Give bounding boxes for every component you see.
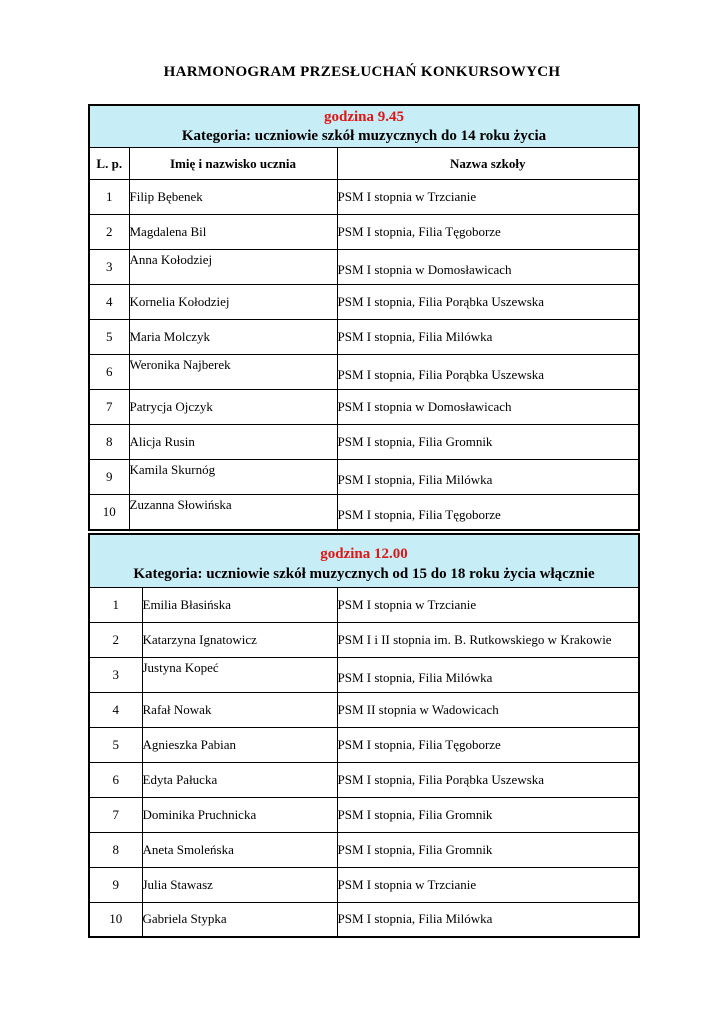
school-name-cell: PSM I stopnia w Domosławicach	[337, 250, 639, 285]
table-row	[89, 622, 639, 657]
student-name-cell: Alicja Rusin	[129, 425, 337, 460]
table-row	[89, 657, 639, 692]
school-name-cell: PSM I stopnia, Filia Porąbka Uszewska	[337, 762, 639, 797]
school-name-cell: PSM I stopnia, Filia Porąbka Uszewska	[337, 355, 639, 390]
school-name-cell: PSM I stopnia, Filia Gromnik	[337, 797, 639, 832]
schedule-tables	[88, 104, 638, 938]
student-name-cell: Rafał Nowak	[142, 692, 337, 727]
school-name-cell: PSM I stopnia w Trzcianie	[337, 587, 639, 622]
schedule-section-table	[88, 104, 640, 531]
school-name-cell: PSM I stopnia, Filia Milówka	[337, 902, 639, 937]
row-number-cell: 2	[89, 215, 129, 250]
row-number-cell: 6	[89, 762, 142, 797]
column-header-school: Nazwa szkoły	[337, 148, 639, 180]
section-header-row	[89, 534, 639, 588]
row-number-cell: 8	[89, 832, 142, 867]
student-name-cell: Aneta Smoleńska	[142, 832, 337, 867]
row-number-cell: 4	[89, 285, 129, 320]
row-number-cell: 8	[89, 425, 129, 460]
school-name-cell: PSM I stopnia, Filia Milówka	[337, 657, 639, 692]
school-name-cell: PSM I i II stopnia im. B. Rutkowskiego w Krakowie	[337, 622, 639, 657]
school-name-cell: PSM I stopnia w Trzcianie	[337, 180, 639, 215]
table-row	[89, 902, 639, 937]
table-row	[89, 390, 639, 425]
school-name-cell: PSM II stopnia w Wadowicach	[337, 692, 639, 727]
table-row	[89, 180, 639, 215]
section-category: Kategoria: uczniowie szkół muzycznych od 15 do 18 roku życia włącznie	[133, 565, 595, 582]
school-name-cell: PSM I stopnia, Filia Gromnik	[337, 425, 639, 460]
section-time: godzina 12.00	[320, 545, 408, 562]
table-row	[89, 867, 639, 902]
row-number-cell: 1	[89, 587, 142, 622]
row-number-cell: 3	[89, 657, 142, 692]
school-name-cell: PSM I stopnia, Filia Tęgoborze	[337, 495, 639, 530]
table-row	[89, 797, 639, 832]
table-row	[89, 587, 639, 622]
column-header-lp: L. p.	[89, 148, 129, 180]
school-name-cell: PSM I stopnia, Filia Tęgoborze	[337, 215, 639, 250]
student-name-cell: Emilia Błasińska	[142, 587, 337, 622]
row-number-cell: 5	[89, 727, 142, 762]
student-name-cell: Edyta Pałucka	[142, 762, 337, 797]
row-number-cell: 7	[89, 797, 142, 832]
table-row	[89, 692, 639, 727]
student-name-cell: Dominika Pruchnicka	[142, 797, 337, 832]
school-name-cell: PSM I stopnia, Filia Gromnik	[337, 832, 639, 867]
row-number-cell: 9	[89, 460, 129, 495]
student-name-cell: Gabriela Stypka	[142, 902, 337, 937]
table-row	[89, 355, 639, 390]
page-title: HARMONOGRAM PRZESŁUCHAŃ KONKURSOWYCH	[163, 64, 561, 80]
student-name-cell: Agnieszka Pabian	[142, 727, 337, 762]
student-name-cell: Justyna Kopeć	[142, 657, 337, 692]
school-name-cell: PSM I stopnia, Filia Porąbka Uszewska	[337, 285, 639, 320]
row-number-cell: 10	[89, 902, 142, 937]
table-row	[89, 832, 639, 867]
student-name-cell: Magdalena Bil	[129, 215, 337, 250]
student-name-cell: Kornelia Kołodziej	[129, 285, 337, 320]
table-row	[89, 460, 639, 495]
student-name-cell: Anna Kołodziej	[129, 250, 337, 285]
school-name-cell: PSM I stopnia w Domosławicach	[337, 390, 639, 425]
section-header-row	[89, 105, 639, 148]
row-number-cell: 4	[89, 692, 142, 727]
table-row	[89, 215, 639, 250]
column-header-row	[89, 148, 639, 180]
row-number-cell: 6	[89, 355, 129, 390]
section-category: Kategoria: uczniowie szkół muzycznych do 14 roku życia	[181, 128, 547, 144]
section-time: godzina 9.45	[323, 109, 404, 125]
table-row	[89, 425, 639, 460]
table-row	[89, 320, 639, 355]
column-header-name: Imię i nazwisko ucznia	[129, 148, 337, 180]
table-row	[89, 495, 639, 530]
row-number-cell: 7	[89, 390, 129, 425]
student-name-cell: Katarzyna Ignatowicz	[142, 622, 337, 657]
row-number-cell: 5	[89, 320, 129, 355]
row-number-cell: 1	[89, 180, 129, 215]
school-name-cell: PSM I stopnia, Filia Milówka	[337, 460, 639, 495]
table-row	[89, 727, 639, 762]
section-header-cell	[89, 534, 639, 588]
student-name-cell: Kamila Skurnóg	[129, 460, 337, 495]
section-header-cell	[89, 105, 639, 148]
student-name-cell: Patrycja Ojczyk	[129, 390, 337, 425]
student-name-cell: Maria Molczyk	[129, 320, 337, 355]
row-number-cell: 2	[89, 622, 142, 657]
schedule-section-table	[88, 533, 640, 939]
table-row	[89, 250, 639, 285]
student-name-cell: Zuzanna Słowińska	[129, 495, 337, 530]
row-number-cell: 9	[89, 867, 142, 902]
row-number-cell: 10	[89, 495, 129, 530]
student-name-cell: Julia Stawasz	[142, 867, 337, 902]
row-number-cell: 3	[89, 250, 129, 285]
student-name-cell: Weronika Najberek	[129, 355, 337, 390]
table-row	[89, 762, 639, 797]
school-name-cell: PSM I stopnia w Trzcianie	[337, 867, 639, 902]
school-name-cell: PSM I stopnia, Filia Tęgoborze	[337, 727, 639, 762]
table-row	[89, 285, 639, 320]
school-name-cell: PSM I stopnia, Filia Milówka	[337, 320, 639, 355]
student-name-cell: Filip Bębenek	[129, 180, 337, 215]
